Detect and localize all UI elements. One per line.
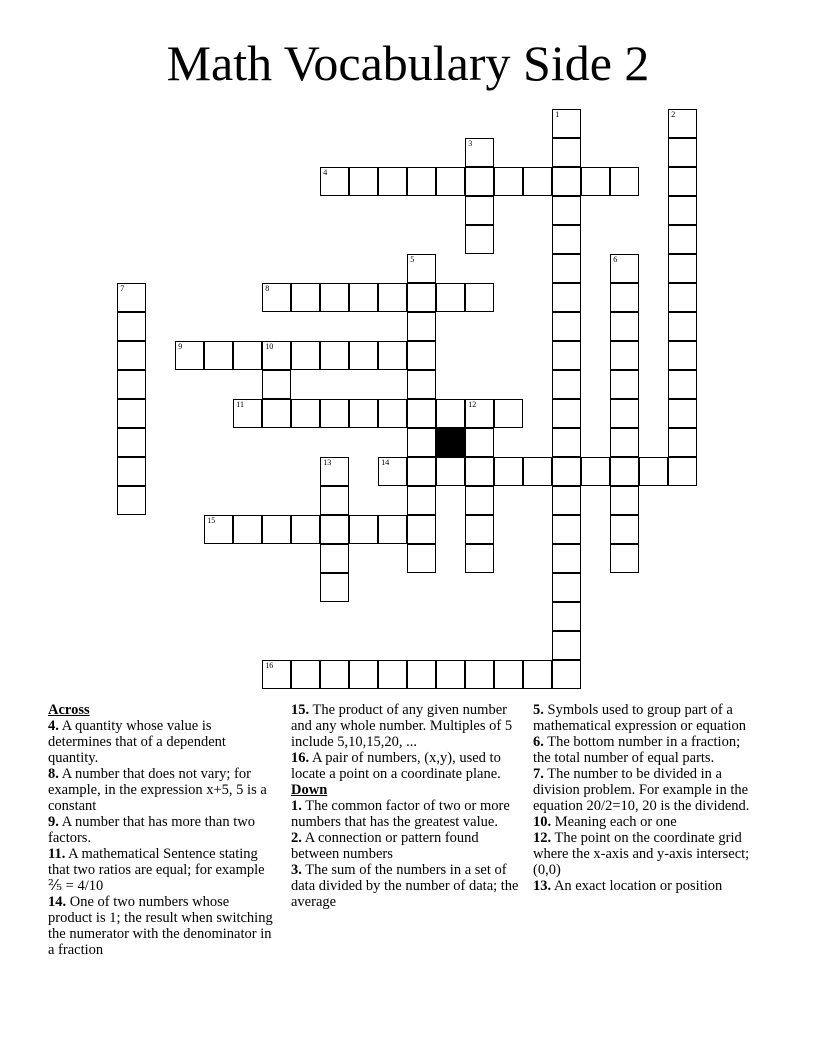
grid-cell[interactable] [552, 515, 581, 544]
grid-cell[interactable] [581, 167, 610, 196]
grid-cell[interactable] [436, 457, 465, 486]
grid-cell[interactable] [233, 341, 262, 370]
grid-cell[interactable] [552, 486, 581, 515]
grid-cell[interactable] [668, 109, 697, 138]
grid-cell[interactable] [233, 515, 262, 544]
cell-number: 12 [468, 400, 477, 410]
grid-cell[interactable] [349, 399, 378, 428]
clue-text: An exact location or position [551, 878, 723, 894]
grid-cell[interactable] [668, 138, 697, 167]
grid-cell[interactable] [668, 167, 697, 196]
clue-item [48, 814, 274, 846]
grid-cell[interactable] [320, 283, 349, 312]
grid-cell[interactable] [204, 341, 233, 370]
grid-cell[interactable] [668, 312, 697, 341]
cell-number: 6 [613, 255, 618, 265]
grid-cell[interactable] [552, 109, 581, 138]
grid-cell[interactable] [610, 312, 639, 341]
grid-cell[interactable] [494, 399, 523, 428]
cell-number: 3 [468, 139, 473, 149]
clue-number: 3. [291, 862, 302, 878]
grid-cell[interactable] [552, 283, 581, 312]
grid-cell[interactable] [378, 660, 407, 689]
clue-number: 15. [291, 702, 310, 718]
grid-cell[interactable] [610, 283, 639, 312]
clue-number: 8. [48, 766, 59, 782]
grid-cell[interactable] [494, 457, 523, 486]
grid-cell[interactable] [204, 515, 233, 544]
grid-cell[interactable] [610, 515, 639, 544]
page-title: Math Vocabulary Side 2 [166, 35, 650, 91]
grid-cell[interactable] [552, 573, 581, 602]
grid-cell[interactable] [552, 138, 581, 167]
grid-cell[interactable] [117, 428, 146, 457]
grid-cell[interactable] [233, 399, 262, 428]
clue-text: A mathematical Sentence stating that two ratios are equal; for example ⅖ = 4/10 [48, 846, 265, 894]
grid-cell[interactable] [407, 167, 436, 196]
grid-cell[interactable] [668, 370, 697, 399]
grid-cell[interactable] [668, 283, 697, 312]
clue-text: The point on the coordinate grid where the x-axis and y-axis intersect; (0,0) [533, 830, 750, 878]
cell-number: 5 [410, 255, 415, 265]
grid-cell[interactable] [117, 399, 146, 428]
clue-text: The common factor of two or more numbers that has the greatest value. [291, 798, 510, 830]
grid-cell[interactable] [668, 254, 697, 283]
cell-number: 16 [265, 661, 274, 671]
grid-cell[interactable] [320, 341, 349, 370]
cell-number: 1 [555, 110, 560, 120]
grid-cell[interactable] [552, 399, 581, 428]
grid-cell[interactable] [494, 167, 523, 196]
grid-cell[interactable] [465, 428, 494, 457]
grid-cell[interactable] [465, 196, 494, 225]
grid-cell[interactable] [552, 457, 581, 486]
grid-cell[interactable] [436, 283, 465, 312]
clue-item [291, 830, 523, 862]
grid-cell[interactable] [465, 138, 494, 167]
grid-cell[interactable] [552, 167, 581, 196]
grid-cell[interactable] [320, 515, 349, 544]
grid-cell[interactable] [552, 196, 581, 225]
clue-item [533, 702, 755, 734]
cell-number: 4 [323, 168, 328, 178]
grid-cell[interactable] [552, 660, 581, 689]
grid-cell[interactable] [407, 544, 436, 573]
grid-cell[interactable] [465, 167, 494, 196]
clue-number: 11. [48, 846, 66, 862]
cell-number: 2 [671, 110, 676, 120]
grid-cell[interactable] [291, 341, 320, 370]
grid-cell[interactable] [668, 428, 697, 457]
grid-cell[interactable] [552, 544, 581, 573]
grid-cell[interactable] [407, 515, 436, 544]
grid-cell[interactable] [407, 370, 436, 399]
clue-number: 9. [48, 814, 59, 830]
grid-cell[interactable] [262, 370, 291, 399]
grid-cell[interactable] [291, 399, 320, 428]
grid-cell[interactable] [407, 486, 436, 515]
clue-text: The sum of the numbers in a set of data divided by the number of data; the average [291, 862, 519, 910]
grid-cell[interactable] [610, 341, 639, 370]
clue-text: A pair of numbers, (x,y), used to locate a point on a coordinate plane. [291, 750, 501, 782]
clue-item [533, 814, 755, 830]
cell-number: 9 [178, 342, 183, 352]
grid-block-cell [436, 428, 465, 457]
grid-cell[interactable] [668, 196, 697, 225]
down-header: Down [291, 782, 328, 798]
cell-number: 11 [236, 400, 244, 410]
grid-cell[interactable] [349, 283, 378, 312]
grid-cell[interactable] [407, 399, 436, 428]
grid-cell[interactable] [320, 486, 349, 515]
grid-cell[interactable] [407, 660, 436, 689]
grid-cell[interactable] [465, 283, 494, 312]
grid-cell[interactable] [436, 399, 465, 428]
clue-item [533, 766, 755, 814]
grid-cell[interactable] [436, 167, 465, 196]
grid-cell[interactable] [262, 283, 291, 312]
clue-item [533, 734, 755, 766]
grid-cell[interactable] [407, 312, 436, 341]
grid-cell[interactable] [349, 167, 378, 196]
clue-text: A number that does not vary; for example, in the expression x+5, 5 is a constant [48, 766, 267, 814]
clue-number: 16. [291, 750, 310, 766]
clue-item [48, 766, 274, 814]
grid-cell[interactable] [262, 341, 291, 370]
clue-item [291, 798, 523, 830]
clue-text: A quantity whose value is determines that of a dependent quantity. [48, 718, 226, 766]
grid-cell[interactable] [378, 283, 407, 312]
grid-cell[interactable] [378, 399, 407, 428]
clue-number: 14. [48, 894, 67, 910]
clue-item [533, 878, 755, 894]
grid-cell[interactable] [610, 428, 639, 457]
clue-item [291, 702, 523, 750]
grid-cell[interactable] [523, 457, 552, 486]
grid-cell[interactable] [175, 341, 204, 370]
clue-number: 7. [533, 766, 544, 782]
grid-cell[interactable] [610, 486, 639, 515]
grid-cell[interactable] [291, 515, 320, 544]
grid-cell[interactable] [349, 660, 378, 689]
grid-cell[interactable] [523, 660, 552, 689]
grid-cell[interactable] [610, 399, 639, 428]
clue-number: 1. [291, 798, 302, 814]
grid-cell[interactable] [552, 428, 581, 457]
grid-cell[interactable] [407, 341, 436, 370]
grid-cell[interactable] [552, 341, 581, 370]
grid-cell[interactable] [610, 167, 639, 196]
across-header: Across [48, 702, 90, 718]
grid-cell[interactable] [465, 457, 494, 486]
clue-text: A connection or pattern found between numbers [291, 830, 479, 862]
clue-item [48, 846, 274, 894]
grid-cell[interactable] [407, 457, 436, 486]
grid-cell[interactable] [320, 167, 349, 196]
grid-cell[interactable] [465, 660, 494, 689]
grid-cell[interactable] [378, 167, 407, 196]
grid-cell[interactable] [262, 399, 291, 428]
grid-cell[interactable] [262, 660, 291, 689]
grid-cell[interactable] [407, 428, 436, 457]
clue-item [533, 830, 755, 878]
grid-cell[interactable] [320, 660, 349, 689]
grid-cell[interactable] [552, 254, 581, 283]
grid-cell[interactable] [668, 341, 697, 370]
grid-cell[interactable] [320, 399, 349, 428]
grid-cell[interactable] [378, 457, 407, 486]
grid-cell[interactable] [639, 457, 668, 486]
clue-text: The product of any given number and any whole number. Multiples of 5 include 5,10,15,20, ... [291, 702, 513, 750]
clue-item [291, 862, 523, 910]
grid-cell[interactable] [117, 457, 146, 486]
grid-cell[interactable] [668, 399, 697, 428]
cell-number: 14 [381, 458, 390, 468]
grid-cell[interactable] [610, 254, 639, 283]
grid-cell[interactable] [320, 544, 349, 573]
grid-cell[interactable] [117, 312, 146, 341]
cell-number: 8 [265, 284, 270, 294]
grid-cell[interactable] [320, 573, 349, 602]
grid-cell[interactable] [465, 515, 494, 544]
grid-cell[interactable] [407, 283, 436, 312]
grid-cell[interactable] [320, 457, 349, 486]
grid-cell[interactable] [610, 544, 639, 573]
grid-cell[interactable] [610, 370, 639, 399]
clue-text: Meaning each or one [551, 814, 677, 830]
grid-cell[interactable] [668, 225, 697, 254]
clue-number: 4. [48, 718, 59, 734]
grid-cell[interactable] [552, 631, 581, 660]
grid-cell[interactable] [117, 283, 146, 312]
clue-item [291, 750, 523, 782]
grid-cell[interactable] [349, 515, 378, 544]
grid-cell[interactable] [407, 254, 436, 283]
grid-cell[interactable] [610, 457, 639, 486]
grid-cell[interactable] [117, 341, 146, 370]
cell-number: 10 [265, 342, 274, 352]
grid-cell[interactable] [465, 225, 494, 254]
grid-cell[interactable] [465, 486, 494, 515]
grid-cell[interactable] [465, 399, 494, 428]
grid-cell[interactable] [552, 602, 581, 631]
grid-cell[interactable] [552, 312, 581, 341]
clue-column-3 [533, 702, 755, 894]
clue-item [48, 718, 274, 766]
grid-cell[interactable] [494, 660, 523, 689]
clue-text: A number that has more than two factors. [48, 814, 255, 846]
clue-column-2 [291, 702, 523, 910]
clue-text: Symbols used to group part of a mathematical expression or equation [533, 702, 746, 734]
grid-cell[interactable] [552, 370, 581, 399]
clue-number: 5. [533, 702, 544, 718]
cell-number: 13 [323, 458, 332, 468]
grid-cell[interactable] [117, 486, 146, 515]
clue-number: 2. [291, 830, 302, 846]
grid-cell[interactable] [378, 515, 407, 544]
grid-cell[interactable] [436, 660, 465, 689]
clue-text: The bottom number in a fraction; the total number of equal parts. [533, 734, 741, 766]
grid-cell[interactable] [378, 341, 407, 370]
clue-text: The number to be divided in a division problem. For example in the equation 20/2=10, 20 is the dividend. [533, 766, 750, 814]
grid-cell[interactable] [349, 341, 378, 370]
grid-cell[interactable] [117, 370, 146, 399]
grid-cell[interactable] [262, 515, 291, 544]
clue-column-1 [48, 702, 274, 958]
grid-cell[interactable] [465, 544, 494, 573]
grid-cell[interactable] [668, 457, 697, 486]
clue-number: 13. [533, 878, 552, 894]
grid-cell[interactable] [523, 167, 552, 196]
cell-number: 7 [120, 284, 125, 294]
grid-cell[interactable] [291, 283, 320, 312]
grid-cell[interactable] [552, 225, 581, 254]
clue-number: 12. [533, 830, 552, 846]
clue-item [48, 894, 274, 958]
cell-number: 15 [207, 516, 216, 526]
clue-text: One of two numbers whose product is 1; the result when switching the numerator with the denominator in a fraction [48, 894, 273, 958]
clue-number: 6. [533, 734, 544, 750]
grid-cell[interactable] [291, 660, 320, 689]
clue-number: 10. [533, 814, 552, 830]
grid-cell[interactable] [581, 457, 610, 486]
